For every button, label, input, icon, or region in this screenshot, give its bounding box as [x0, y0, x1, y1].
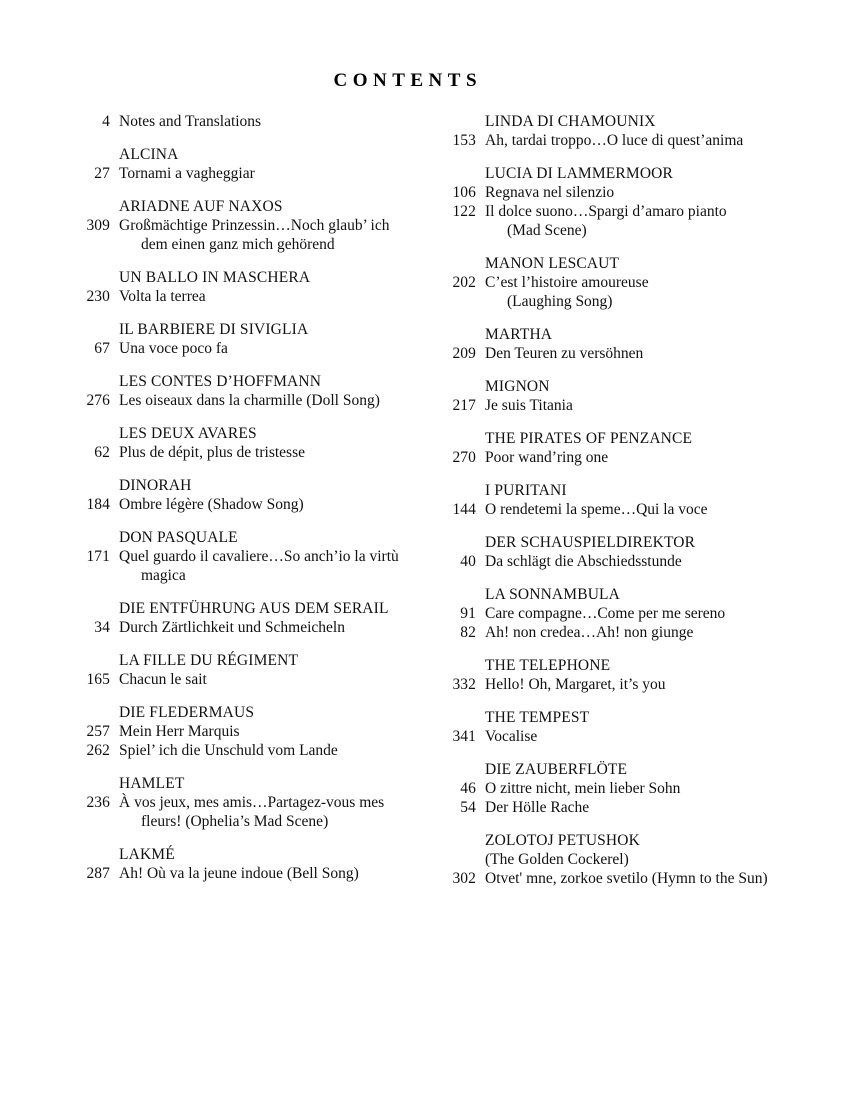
- toc-entry[interactable]: [40, 618, 440, 637]
- toc-group-la-sonnambula: [406, 585, 826, 642]
- toc-page-number: 91: [460, 605, 476, 622]
- toc-group-i-puritani: [406, 481, 826, 519]
- toc-opera-title: [406, 325, 826, 344]
- toc-page-number: 34: [94, 619, 110, 636]
- toc-opera-title: [406, 112, 826, 131]
- toc-opera-title-label: DIE ENTFÜHRUNG AUS DEM SERAIL: [119, 600, 389, 617]
- toc-page-number: 27: [94, 165, 110, 182]
- toc-entry[interactable]: [406, 344, 826, 363]
- toc-group-manon-lescaut: [406, 254, 826, 311]
- toc-entry-continuation: [40, 566, 440, 585]
- toc-entry[interactable]: [406, 202, 826, 221]
- toc-entry-label: Großmächtige Prinzessin…Noch glaub’ ich: [119, 217, 390, 234]
- toc-opera-title-label: LAKMÉ: [119, 846, 175, 863]
- toc-group-the-telephone: [406, 656, 826, 694]
- toc-group-die-fledermaus: [40, 703, 440, 760]
- toc-entry[interactable]: [406, 798, 826, 817]
- toc-group-lakme: [40, 845, 440, 883]
- toc-group-mignon: [406, 377, 826, 415]
- toc-opera-title: [40, 599, 440, 618]
- toc-opera-title-label: DIE ZAUBERFLÖTE: [485, 761, 628, 778]
- toc-entry[interactable]: [406, 779, 826, 798]
- toc-opera-title-label: UN BALLO IN MASCHERA: [119, 269, 311, 286]
- toc-page-number: 262: [86, 742, 110, 759]
- toc-entry-label: Ah, tardai troppo…O luce di quest’anima: [485, 132, 744, 149]
- toc-entry[interactable]: [40, 495, 440, 514]
- toc-group-der-schauspieldirektor: [406, 533, 826, 571]
- toc-group-don-pasquale: [40, 528, 440, 585]
- toc-entry-label: Ombre légère (Shadow Song): [119, 496, 304, 513]
- toc-entry[interactable]: [40, 339, 440, 358]
- toc-opera-title: [40, 476, 440, 495]
- toc-opera-subtitle: [406, 850, 826, 869]
- toc-entry[interactable]: [40, 391, 440, 410]
- toc-group-il-barbiere-di-siviglia: [40, 320, 440, 358]
- toc-group-les-contes-dhoffmann: [40, 372, 440, 410]
- toc-opera-title-label: DINORAH: [119, 477, 192, 494]
- toc-entry-label: Il dolce suono…Spargi d’amaro pianto: [485, 203, 727, 220]
- toc-opera-title: [406, 164, 826, 183]
- toc-entry-label: Otvet' mne, zorkoe svetilo (Hymn to the Sun): [485, 870, 768, 887]
- toc-page-number: 54: [460, 799, 476, 816]
- toc-opera-title: [40, 268, 440, 287]
- toc-opera-title: [40, 372, 440, 391]
- toc-entry[interactable]: [40, 670, 440, 689]
- toc-entry-label: Da schlägt die Abschiedsstunde: [485, 553, 682, 570]
- toc-page-number: 341: [452, 728, 476, 745]
- toc-opera-subtitle-label: (The Golden Cockerel): [485, 851, 629, 868]
- toc-group-die-entfuehrung-aus-dem-serail: [40, 599, 440, 637]
- toc-opera-title-label: LA FILLE DU RÉGIMENT: [119, 652, 299, 669]
- toc-entry[interactable]: [406, 448, 826, 467]
- toc-entry-label: Care compagne…Come per me sereno: [485, 605, 726, 622]
- toc-entry-label: Ah! non credea…Ah! non giunge: [485, 624, 694, 641]
- toc-group-les-deux-avares: [40, 424, 440, 462]
- toc-opera-title-label: MANON LESCAUT: [485, 255, 620, 272]
- toc-group-hamlet: [40, 774, 440, 831]
- toc-opera-title: [406, 254, 826, 273]
- toc-entry-label: Les oiseaux dans la charmille (Doll Song): [119, 392, 380, 409]
- toc-opera-title: [40, 424, 440, 443]
- toc-entry-label: Poor wand’ring one: [485, 449, 609, 466]
- toc-opera-title-label: THE TEMPEST: [485, 709, 590, 726]
- toc-entry-continuation: [40, 235, 440, 254]
- toc-opera-title: [40, 845, 440, 864]
- toc-group-dinorah: [40, 476, 440, 514]
- toc-entry-continuation: [406, 292, 826, 311]
- toc-page-number: 62: [94, 444, 110, 461]
- toc-entry-label: Der Hölle Rache: [485, 799, 590, 816]
- toc-entry-label: Je suis Titania: [485, 397, 573, 414]
- toc-page-number: 153: [452, 132, 476, 149]
- toc-entry-label: O rendetemi la speme…Qui la voce: [485, 501, 708, 518]
- toc-entry-label: Regnava nel silenzio: [485, 184, 615, 201]
- toc-opera-title: [40, 528, 440, 547]
- toc-page-number: 165: [86, 671, 110, 688]
- toc-opera-title: [406, 481, 826, 500]
- toc-opera-title: [40, 197, 440, 216]
- toc-page-number: 4: [102, 113, 110, 130]
- toc-entry[interactable]: [406, 604, 826, 623]
- toc-entry-label: O zittre nicht, mein lieber Sohn: [485, 780, 681, 797]
- toc-opera-title: [406, 585, 826, 604]
- toc-page-number: 171: [86, 548, 110, 565]
- toc-entry-label: Spiel’ ich die Unschuld vom Lande: [119, 742, 338, 759]
- toc-opera-title-label: DIE FLEDERMAUS: [119, 704, 255, 721]
- toc-entry-label: Volta la terrea: [119, 288, 206, 305]
- toc-entry-label: Quel guardo il cavaliere…So anch’io la virtù: [119, 548, 399, 565]
- toc-page-number: 287: [86, 865, 110, 882]
- toc-page-number: 40: [460, 553, 476, 570]
- toc-group-zolotoj-petushok: [406, 831, 826, 888]
- toc-group-die-zauberfloete: [406, 760, 826, 817]
- toc-opera-title: [40, 774, 440, 793]
- toc-entry[interactable]: [40, 741, 440, 760]
- toc-entry-label: Hello! Oh, Margaret, it’s you: [485, 676, 666, 693]
- toc-opera-title-label: LES CONTES D’HOFFMANN: [119, 373, 322, 390]
- toc-entry[interactable]: [406, 675, 826, 694]
- toc-group-the-pirates-of-penzance: [406, 429, 826, 467]
- toc-opera-title: [406, 831, 826, 850]
- toc-column-left: [40, 112, 440, 897]
- toc-opera-title: [406, 760, 826, 779]
- toc-opera-title-label: LES DEUX AVARES: [119, 425, 257, 442]
- toc-opera-title-label: LUCIA DI LAMMERMOOR: [485, 165, 673, 182]
- toc-page-number: 46: [460, 780, 476, 797]
- toc-entry-label: Tornami a vagheggiar: [119, 165, 255, 182]
- toc-group-la-fille-du-regiment: [40, 651, 440, 689]
- toc-opera-title: [406, 656, 826, 675]
- toc-entry[interactable]: [40, 547, 440, 566]
- toc-group-alcina: [40, 145, 440, 183]
- toc-page-number: 144: [452, 501, 476, 518]
- toc-entry[interactable]: [406, 500, 826, 519]
- toc-opera-title: [406, 708, 826, 727]
- toc-opera-title-label: ARIADNE AUF NAXOS: [119, 198, 283, 215]
- toc-page-number: 276: [86, 392, 110, 409]
- toc-opera-title-label: LA SONNAMBULA: [485, 586, 621, 603]
- toc-entry-label: Den Teuren zu versöhnen: [485, 345, 644, 362]
- toc-entry[interactable]: [406, 396, 826, 415]
- toc-entry[interactable]: [406, 623, 826, 642]
- toc-entry-continuation-label: dem einen ganz mich gehörend: [141, 236, 335, 253]
- toc-group-notes-and-translations: [40, 112, 440, 131]
- toc-entry[interactable]: [40, 443, 440, 462]
- toc-opera-title: [40, 320, 440, 339]
- toc-entry-label: Durch Zärtlichkeit und Schmeicheln: [119, 619, 345, 636]
- toc-opera-title-label: DON PASQUALE: [119, 529, 238, 546]
- toc-group-the-tempest: [406, 708, 826, 746]
- toc-entry-label: Una voce poco fa: [119, 340, 228, 357]
- toc-entry[interactable]: [406, 183, 826, 202]
- toc-entry-continuation-label: (Laughing Song): [507, 293, 613, 310]
- toc-opera-title: [406, 377, 826, 396]
- toc-entry-label: Ah! Où va la jeune indoue (Bell Song): [119, 865, 359, 882]
- toc-page-number: 217: [452, 397, 476, 414]
- toc-entry-continuation: [40, 812, 440, 831]
- toc-page-number: 82: [460, 624, 476, 641]
- toc-entry[interactable]: [40, 864, 440, 883]
- toc-page-number: 236: [86, 794, 110, 811]
- toc-opera-title-label: MARTHA: [485, 326, 553, 343]
- toc-opera-title: [40, 145, 440, 164]
- toc-entry-continuation-label: (Mad Scene): [507, 222, 587, 239]
- toc-page-number: 257: [86, 723, 110, 740]
- toc-entry-continuation-label: fleurs! (Ophelia’s Mad Scene): [141, 813, 329, 830]
- toc-opera-title-label: DER SCHAUSPIELDIREKTOR: [485, 534, 696, 551]
- toc-entry-label: Vocalise: [485, 728, 538, 745]
- toc-entry[interactable]: [40, 164, 440, 183]
- toc-opera-title-label: MIGNON: [485, 378, 550, 395]
- toc-entry-label: C’est l’histoire amoureuse: [485, 274, 649, 291]
- toc-entry[interactable]: [406, 131, 826, 150]
- toc-entry-label: Mein Herr Marquis: [119, 723, 240, 740]
- toc-entry-continuation: [406, 221, 826, 240]
- page-title: CONTENTS: [333, 70, 483, 91]
- toc-entry-label: Notes and Translations: [119, 113, 262, 130]
- toc-opera-title-label: THE PIRATES OF PENZANCE: [485, 430, 693, 447]
- toc-entry-label: Chacun le sait: [119, 671, 207, 688]
- toc-opera-title-label: LINDA DI CHAMOUNIX: [485, 113, 656, 130]
- toc-opera-title-label: THE TELEPHONE: [485, 657, 611, 674]
- toc-page-number: 122: [452, 203, 476, 220]
- toc-page-number: 202: [452, 274, 476, 291]
- toc-entry[interactable]: [406, 552, 826, 571]
- toc-entry[interactable]: [40, 287, 440, 306]
- toc-entry-label: Plus de dépit, plus de tristesse: [119, 444, 305, 461]
- toc-group-martha: [406, 325, 826, 363]
- toc-page-number: 332: [452, 676, 476, 693]
- toc-opera-title-label: ZOLOTOJ PETUSHOK: [485, 832, 640, 849]
- toc-opera-title-label: HAMLET: [119, 775, 185, 792]
- toc-group-linda-di-chamounix: [406, 112, 826, 150]
- toc-page-number: 230: [86, 288, 110, 305]
- toc-entry[interactable]: [406, 727, 826, 746]
- toc-page-number: 209: [452, 345, 476, 362]
- toc-entry[interactable]: [40, 216, 440, 235]
- toc-group-ariadne-auf-naxos: [40, 197, 440, 254]
- toc-opera-title: [40, 703, 440, 722]
- toc-opera-title: [406, 533, 826, 552]
- toc-page-number: 67: [94, 340, 110, 357]
- toc-entry[interactable]: [40, 112, 440, 131]
- toc-group-lucia-di-lammermoor: [406, 164, 826, 240]
- toc-page-number: 309: [86, 217, 110, 234]
- toc-entry[interactable]: [406, 273, 826, 292]
- toc-opera-title-label: I PURITANI: [485, 482, 567, 499]
- toc-entry[interactable]: [40, 722, 440, 741]
- toc-opera-title-label: IL BARBIERE DI SIVIGLIA: [119, 321, 309, 338]
- toc-page-number: 184: [86, 496, 110, 513]
- toc-group-un-ballo-in-maschera: [40, 268, 440, 306]
- toc-entry-continuation-label: magica: [141, 567, 186, 584]
- toc-page-number: 270: [452, 449, 476, 466]
- toc-column-right: [406, 112, 826, 902]
- toc-page-number: 302: [452, 870, 476, 887]
- toc-entry[interactable]: [40, 793, 440, 812]
- toc-opera-title: [40, 651, 440, 670]
- toc-page-number: 106: [452, 184, 476, 201]
- toc-opera-title: [406, 429, 826, 448]
- toc-entry-label: À vos jeux, mes amis…Partagez-vous mes: [119, 794, 385, 811]
- toc-entry[interactable]: [406, 869, 826, 888]
- toc-opera-title-label: ALCINA: [119, 146, 179, 163]
